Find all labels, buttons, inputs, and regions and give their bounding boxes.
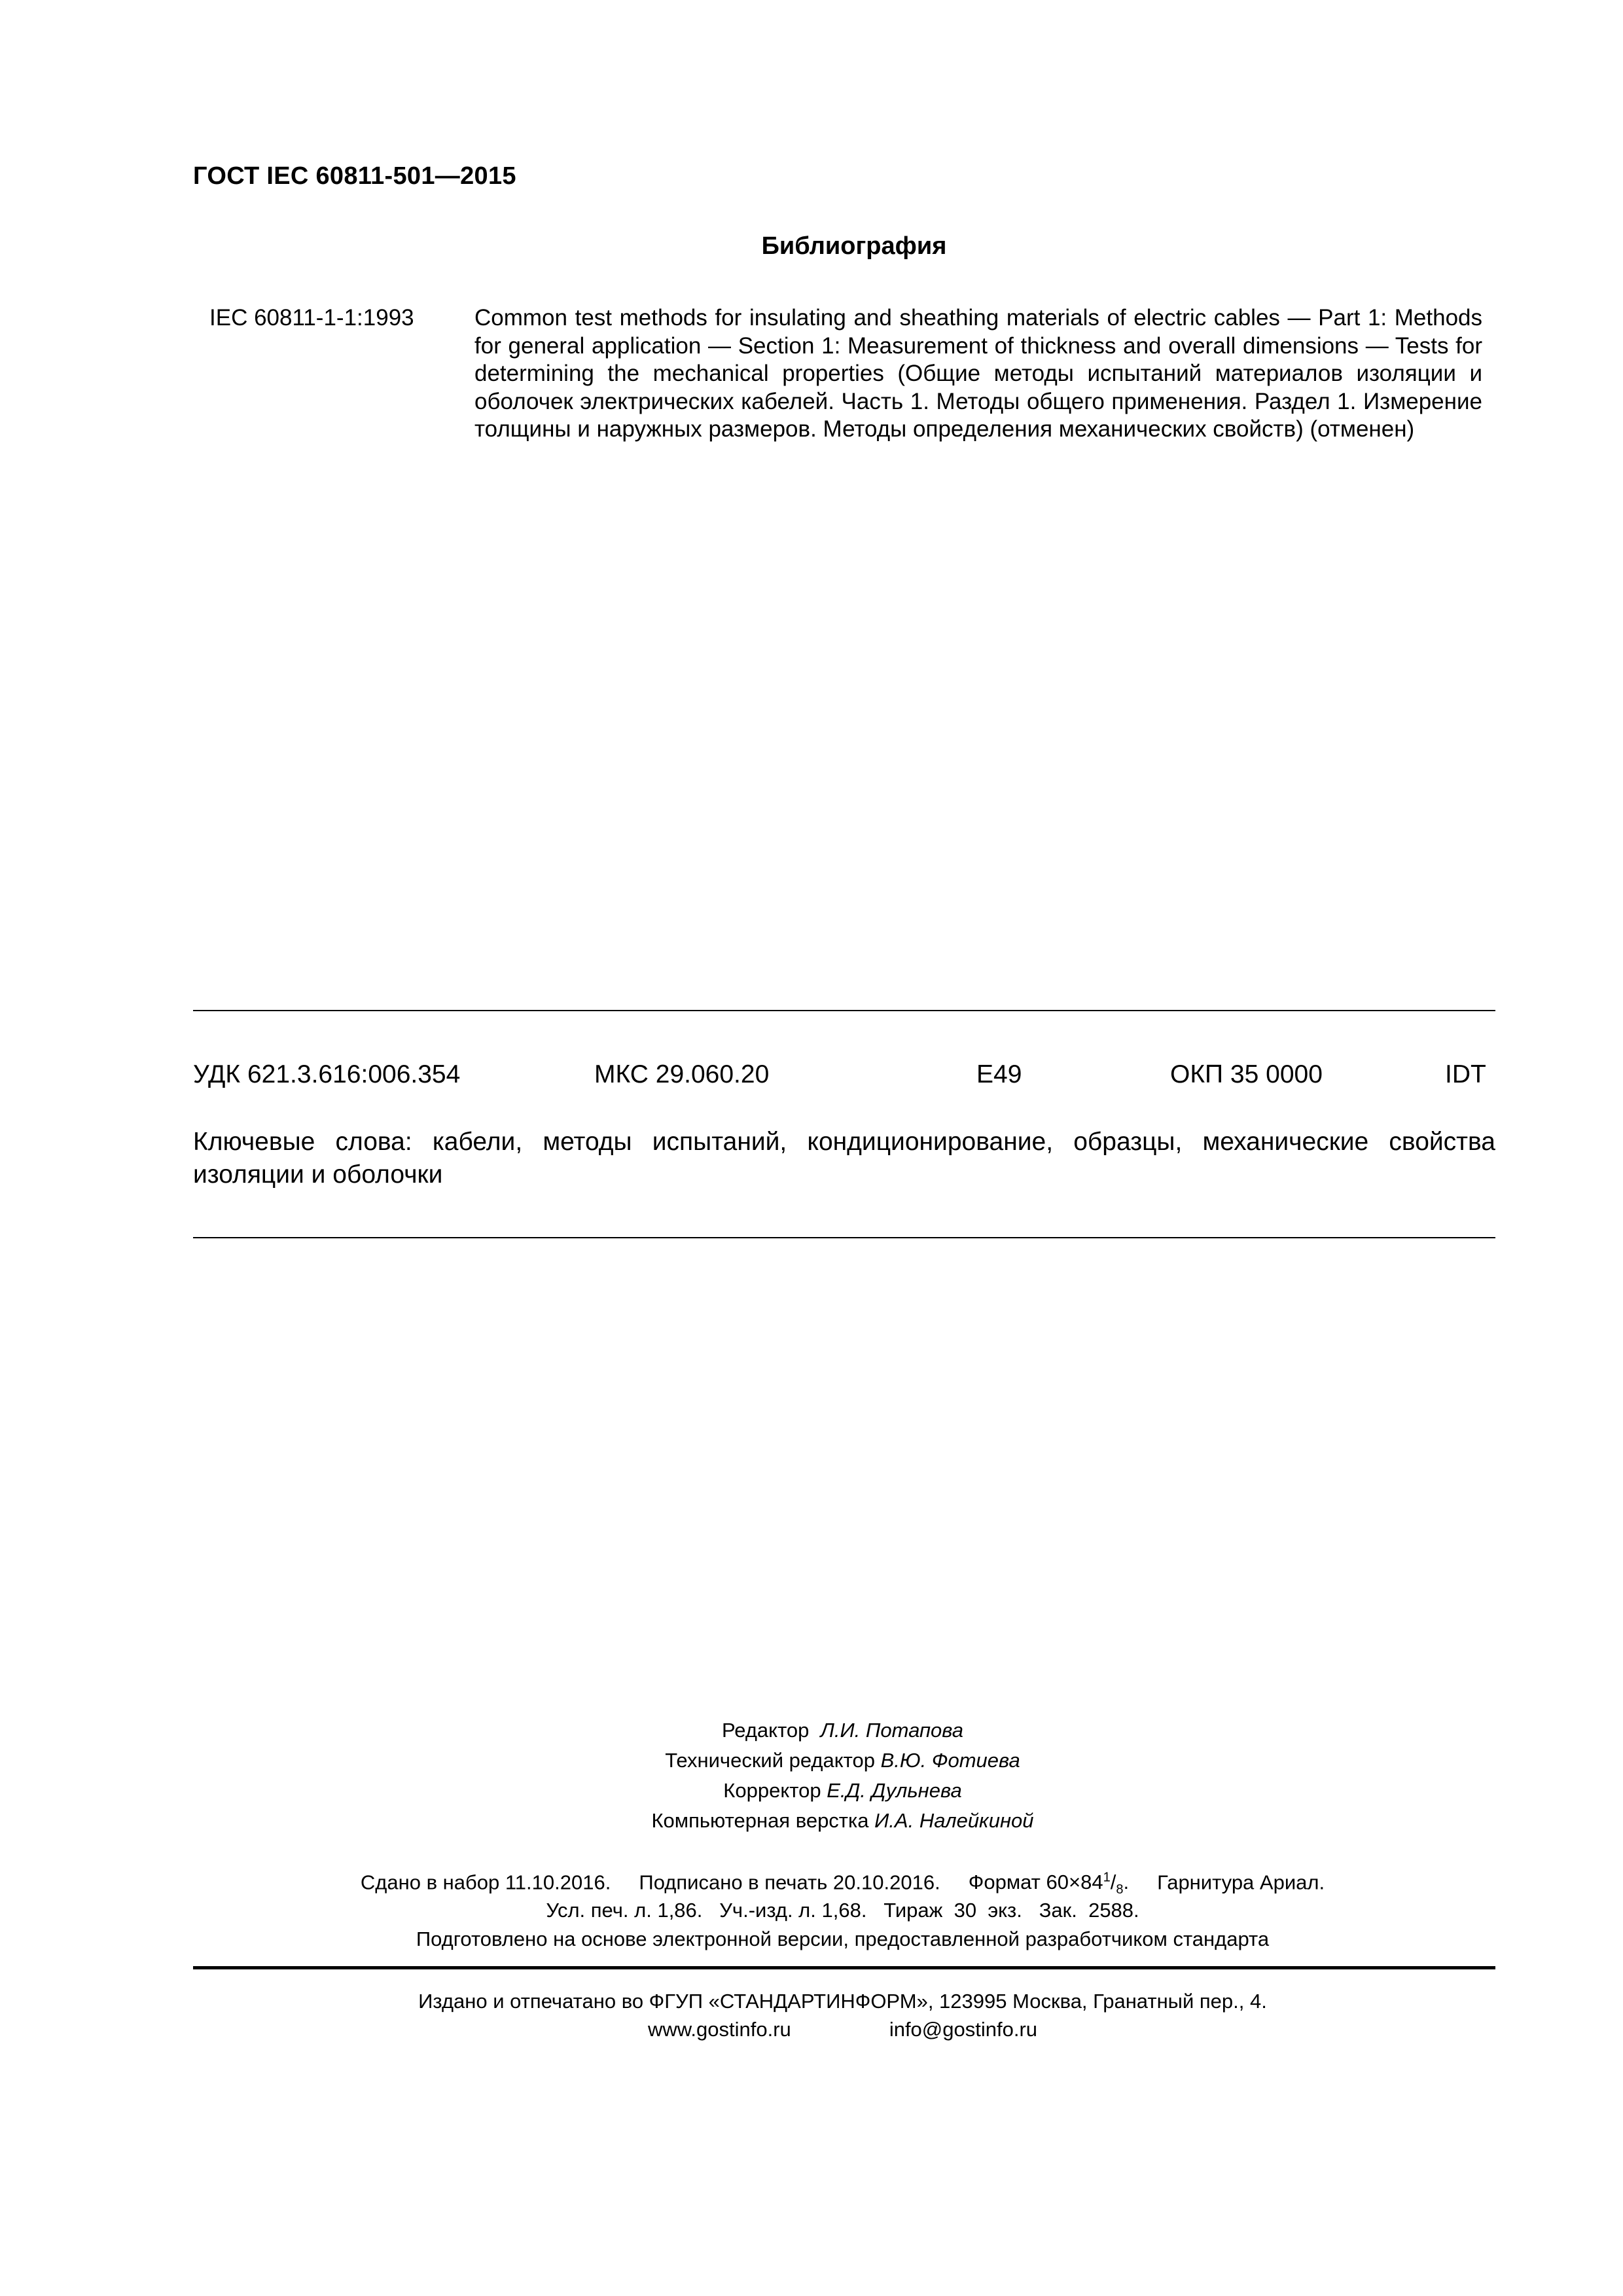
typeset-date: Сдано в набор 11.10.2016. [360, 1871, 611, 1894]
publisher-info: Издано и отпечатано во ФГУП «СТАНДАРТИНФОРМ», 123995 Москва, Гранатный пер., 4. [418, 1990, 1267, 2013]
format-info: Формат $60\times 84^1/_8$. [968, 1871, 1130, 1897]
e-code: Е49 [976, 1060, 1022, 1088]
bibliography-entry-text: Common test methods for insulating and sheathing materials of electric cables — Part 1: Methods for general application — Section 1: Measurement of thickness and overall dimensions — Tests for determining the mechanical properties (Общие методы испытаний материалов изоляции и оболочек электрических кабелей. Часть 1. Методы общего применения. Раздел 1. Измерение толщины и наружных размеров. Методы определения механических свойств) (отменен) [474, 305, 1482, 442]
idt-code: IDT [1445, 1060, 1486, 1088]
divider-top [193, 1010, 1495, 1011]
publisher-contacts [0, 2018, 1623, 2041]
credit-label: Технический редактор [665, 1749, 875, 1772]
credit-name: В.Ю. Фотиева [880, 1749, 1020, 1772]
bibliography-title: Библиография [761, 232, 947, 260]
divider-middle [193, 1237, 1495, 1238]
typeface-info: Гарнитура Ариал. [1157, 1871, 1325, 1894]
website-link[interactable]: www.gostinfo.ru [647, 2018, 791, 2041]
signed-date: Подписано в печать 20.10.2016. [639, 1871, 940, 1894]
bibliography-entry-ref: IEC 60811-1-1:1993 [209, 305, 414, 331]
credit-corrector [0, 1779, 1623, 1803]
credit-name: И.А. Налейкиной [874, 1809, 1034, 1832]
publication-line-1 [0, 1871, 1623, 1898]
keywords-text: Ключевые слова: кабели, методы испытаний, кондиционирование, образцы, механические свойства изоляции и оболочки [193, 1128, 1495, 1189]
credit-label: Редактор [721, 1719, 810, 1742]
email-link[interactable]: info@gostinfo.ru [889, 2018, 1038, 2041]
document-header: ГОСТ IEC 60811-501—2015 [193, 162, 516, 190]
publication-line-3: Подготовлено на основе электронной версии, предоставленной разработчиком стандарта [416, 1928, 1270, 1950]
credit-label: Корректор [723, 1779, 821, 1802]
publication-line-2: Усл. печ. л. 1,86. Уч.-изд. л. 1,68. Тираж 30 экз. Зак. 2588. [546, 1899, 1139, 1922]
credit-editor [0, 1719, 1623, 1742]
divider-bottom [193, 1966, 1495, 1969]
credit-layout [0, 1809, 1623, 1833]
mks-code: МКС 29.060.20 [594, 1060, 770, 1088]
credit-name: Л.И. Потапова [820, 1719, 964, 1742]
credit-label: Компьютерная верстка [651, 1809, 869, 1832]
udk-code: УДК 621.3.616:006.354 [193, 1060, 461, 1088]
okp-code: ОКП 35 0000 [1170, 1060, 1323, 1088]
credit-name: Е.Д. Дульнева [827, 1779, 962, 1802]
credit-tech-editor [0, 1749, 1623, 1772]
